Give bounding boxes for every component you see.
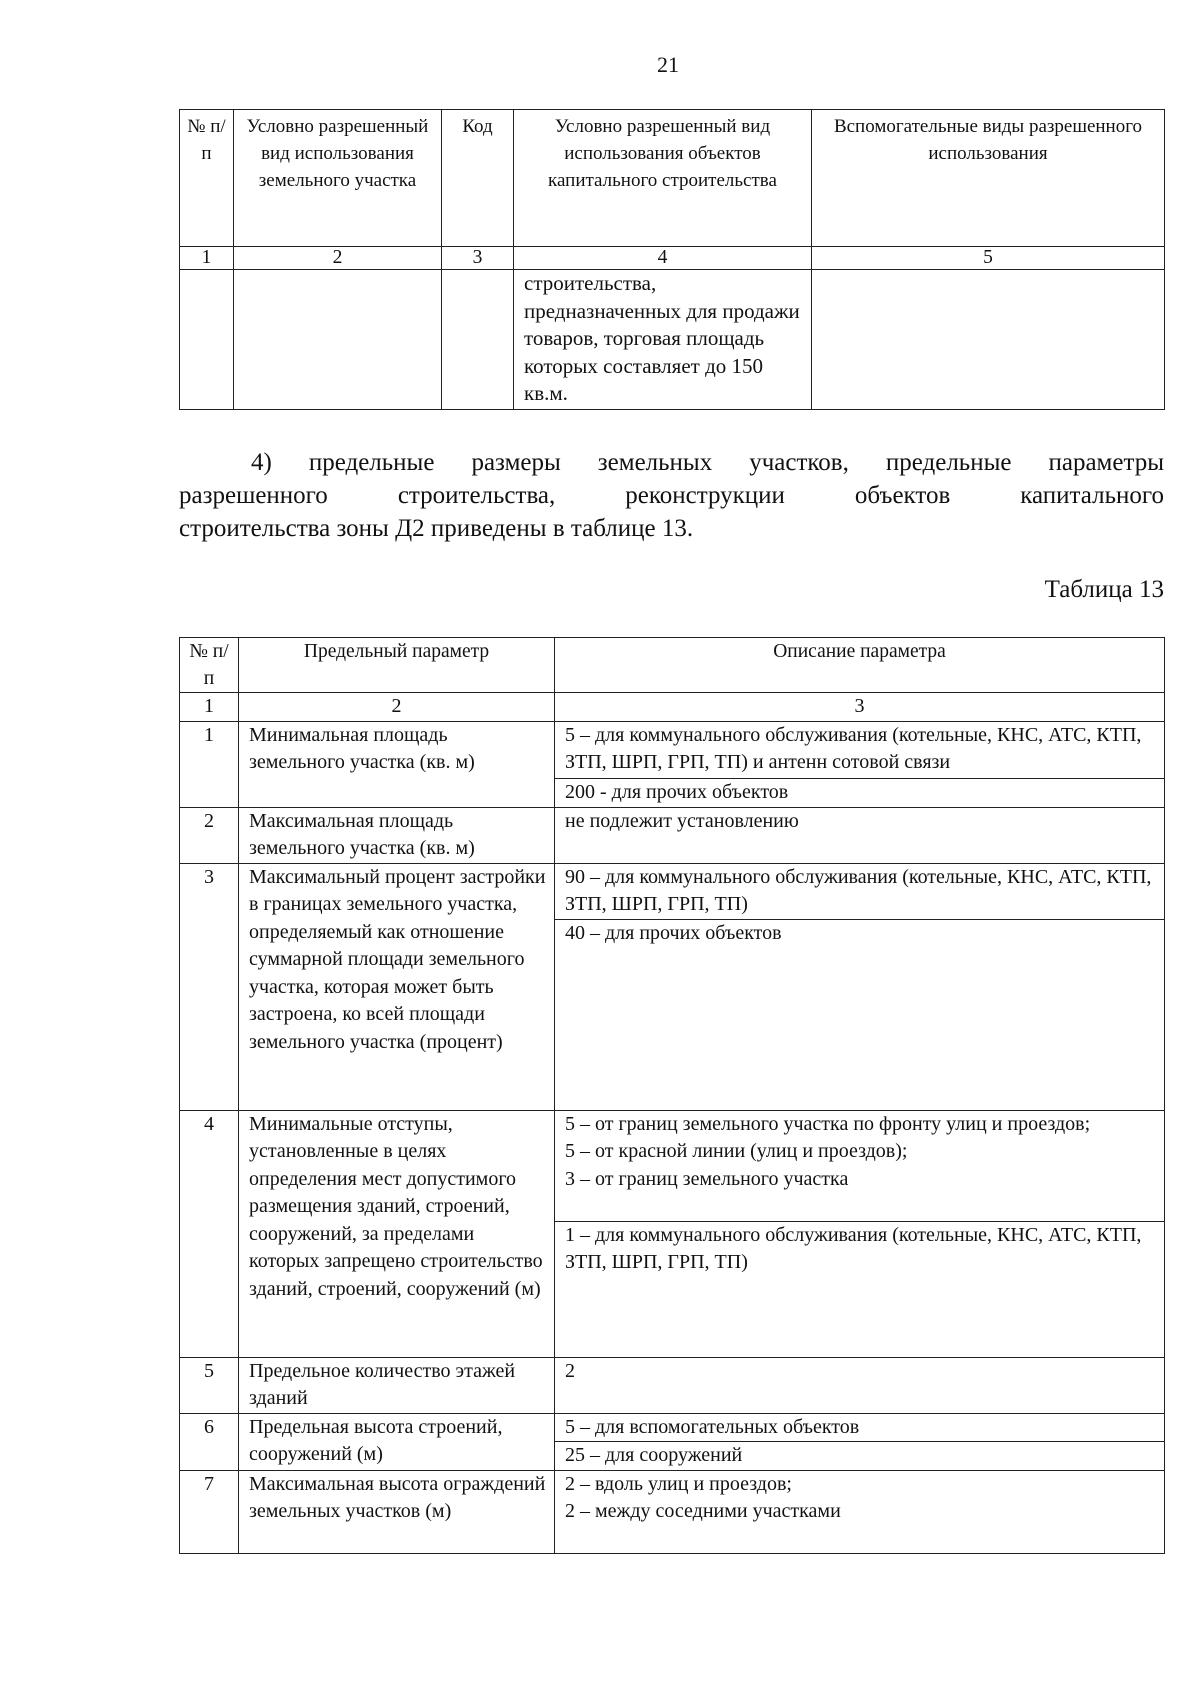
column-number: 2 [234,247,442,270]
column-number-row [180,247,1165,270]
parameter-description: 40 – для прочих объектов [555,919,1165,1110]
column-number: 2 [239,693,555,722]
parameter-description: не подлежит установлению [555,807,1165,863]
parameter-description: 90 – для коммунального обслуживания (котельные, КНС, АТС, КТП, ЗТП, ШРП, ГРП, ТП) [555,863,1165,919]
paragraph-line: 4) предельные размеры земельных участков, предельные параметры [251,449,1164,476]
column-number: 1 [180,247,234,270]
table-row [180,270,1165,410]
header-cell: № п/п [180,638,239,693]
parameter-name: Предельная высота строений, сооружений (м) [239,1413,555,1470]
body-paragraph [179,446,1164,545]
parameter-name: Максимальная площадь земельного участка (кв. м) [239,807,555,863]
table-caption: Таблица 13 [1044,576,1164,603]
row-number: 3 [180,863,239,1110]
parameter-name: Минимальная площадь земельного участка (кв. м) [239,721,555,807]
table-cell [234,270,442,410]
table-row [180,1413,1165,1442]
table-cell [812,270,1165,410]
table-header-row [180,638,1165,693]
limit-parameters-table [179,637,1165,1554]
table-row [180,1470,1165,1553]
column-number-row [180,693,1165,722]
table-row [180,863,1165,919]
parameter-name: Максимальная высота ограждений земельных участков (м) [239,1470,555,1553]
page-number: 21 [657,52,679,77]
parameter-description: 2 [555,1357,1165,1413]
paragraph-line: разрешенного строительства, реконструкции объектов капитального [179,482,1164,509]
row-number: 4 [180,1110,239,1357]
table-row [180,807,1165,863]
parameter-description: 2 – вдоль улиц и проездов; 2 – между соседними участками [555,1470,1165,1553]
header-cell: Код [442,110,514,247]
parameter-description: 25 – для сооружений [555,1442,1165,1471]
column-number: 3 [555,693,1165,722]
row-number: 5 [180,1357,239,1413]
header-cell: Описание параметра [555,638,1165,693]
row-number: 1 [180,721,239,807]
table-cell [442,270,514,410]
header-cell: Условно разрешенный вид использования объектов капитального строительства [514,110,812,247]
column-number: 3 [442,247,514,270]
row-number: 7 [180,1470,239,1553]
column-number: 5 [812,247,1165,270]
parameter-description: 5 – для коммунального обслуживания (котельные, КНС, АТС, КТП, ЗТП, ШРП, ГРП, ТП) и антенн сотовой связи [555,721,1165,778]
permitted-use-table [179,109,1165,410]
parameter-description: 200 - для прочих объектов [555,778,1165,807]
header-cell: Условно разрешенный вид использования земельного участка [234,110,442,247]
header-cell: Предельный параметр [239,638,555,693]
column-number: 4 [514,247,812,270]
table-row [180,721,1165,778]
table-cell: строительства, предназначенных для продажи товаров, торговая площадь которых составляет до 150 кв.м. [514,270,812,410]
column-number: 1 [180,693,239,722]
paragraph-line: строительства зоны Д2 приведены в таблице 13. [179,515,694,542]
parameter-description: 5 – от границ земельного участка по фронту улиц и проездов; 5 – от красной линии (улиц и проездов); 3 – от границ земельного участка [555,1110,1165,1221]
header-cell: № п/п [180,110,234,247]
row-number: 6 [180,1413,239,1470]
table-row [180,1110,1165,1221]
parameter-description: 1 – для коммунального обслуживания (котельные, КНС, АТС, КТП, ЗТП, ШРП, ГРП, ТП) [555,1221,1165,1357]
table-cell [180,270,234,410]
parameter-name: Максимальный процент застройки в границах земельного участка, определяемый как отношение суммарной площади земельного участка, которая может быть застроена, ко всей площади земельного участка (процент) [239,863,555,1110]
row-number: 2 [180,807,239,863]
parameter-description: 5 – для вспомогательных объектов [555,1413,1165,1442]
table-row [180,1357,1165,1413]
header-cell: Вспомогательные виды разрешенного использования [812,110,1165,247]
parameter-name: Предельное количество этажей зданий [239,1357,555,1413]
parameter-name: Минимальные отступы, установленные в целях определения мест допустимого размещения зданий, строений, сооружений, за пределами которых запрещено строительство зданий, строений, сооружений (м) [239,1110,555,1357]
table-header-row [180,110,1165,247]
